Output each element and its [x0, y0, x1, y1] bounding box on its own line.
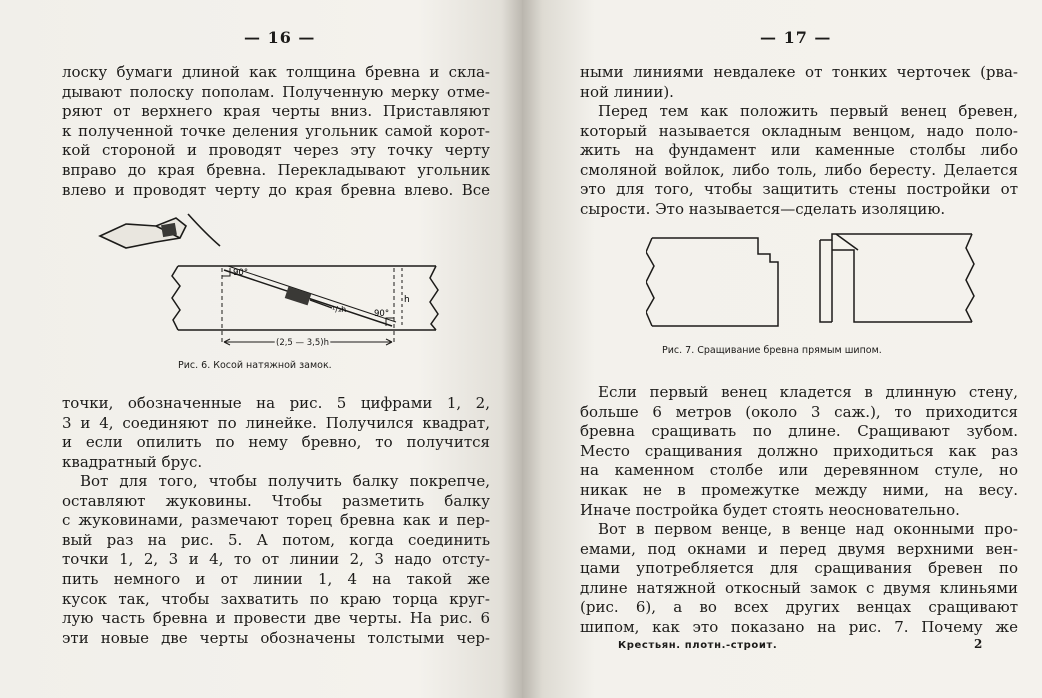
paragraph [62, 472, 490, 648]
angle-label-bottom: 90° [374, 309, 390, 319]
text-line: квадратный брус. [62, 452, 203, 471]
text-line: лоску бумаги длиной как толщина бревна и скла- [62, 63, 490, 81]
angle-label-top: 90° [233, 268, 249, 278]
text-line: оставляют жуковины. Чтобы разметить балку [62, 491, 490, 510]
figure-6-diagram [96, 206, 466, 354]
text-line: длине натяжной откосный замок с двумя клиньями [580, 578, 1018, 597]
footer-sheet-number: 2 [974, 637, 983, 651]
wedge-label: ¹/₃h [332, 305, 347, 314]
figure-7-caption: Рис. 7. Сращивание бревна прямым шипом. [662, 345, 882, 356]
text-line: емами, под окнами и перед двумя верхними вен- [580, 539, 1018, 558]
text-line: Место сращивания должно приходиться как раз [580, 441, 1018, 460]
text-line: жить на фундамент или каменные столбы либо [580, 141, 1018, 160]
text-line: ряют от верхнего края черты вниз. Приставляют [62, 102, 490, 121]
footer-signature: Крестьян. плотн.-строит. [618, 640, 778, 651]
paragraph [580, 520, 1018, 638]
text-line: точки, обозначенные на рис. 5 цифрами 1, 2, [62, 394, 490, 412]
paragraph [62, 63, 490, 200]
text-line: лую часть бревна и провести две черты. На рис. 6 [62, 609, 490, 628]
text-line: вправо до края бревна. Перекладывают угольник [62, 160, 490, 179]
figure-7-diagram [646, 228, 1002, 340]
figure-6-caption: Рис. 6. Косой натяжной замок. [178, 360, 332, 371]
text-line: цами употребляется для сращивания бревен по [580, 559, 1018, 578]
text-line: точки 1, 2, 3 и 4, то от линии 2, 3 надо отсту- [62, 550, 490, 569]
paragraph [62, 394, 490, 472]
axe-sketch [100, 214, 220, 248]
text-line: который называется окладным венцом, надо поло- [580, 121, 1018, 140]
page-number: — 16 — [244, 28, 316, 47]
paragraph [580, 102, 1018, 220]
right-page [522, 0, 1042, 698]
text-line: кой стороной и проводят через эту точку черту [62, 141, 490, 160]
text-line: (рис. 6), а во всех других венцах сращивают [580, 598, 1018, 617]
text-line: влево и проводят черту до края бревна влево. Все [62, 180, 490, 199]
text-line: Перед тем как положить первый венец бревен, [598, 102, 1018, 120]
text-line: с жуковинами, размечают торец бревна как и пер- [62, 511, 490, 530]
text-line: ной линии). [580, 82, 674, 101]
paragraph [580, 383, 1018, 520]
text-line: ными линиями невдалеке от тонких черточек (рва- [580, 63, 1018, 81]
text-line: Вот для того, чтобы получить балку покрепче, [80, 472, 490, 490]
text-line: смоляной войлок, либо толь, либо бересту. Делается [580, 160, 1018, 179]
paragraph [580, 63, 1018, 102]
text-line: вый раз на рис. 5. А потом, когда соединить [62, 530, 490, 549]
text-line: сырости. Это называется—сделать изоляцию. [580, 199, 946, 218]
text-line: бревна сращивать по длине. Сращивают зубом. [580, 422, 1018, 441]
wedge [285, 287, 332, 308]
text-line: пить немного и от линии 1, 4 на такой же [62, 569, 490, 588]
text-line: шипом, как это показано на рис. 7. Почему же [580, 617, 1018, 636]
text-line: на каменном столбе или деревянном стуле, но [580, 461, 1018, 480]
text-line: Если первый венец кладется в длинную стену, [598, 383, 1018, 401]
text-line: 3 и 4, соединяют по линейке. Получился квадрат, [62, 413, 490, 432]
height-label: h [404, 295, 410, 305]
text-line: к полученной точке деления угольник самой корот- [62, 121, 490, 140]
text-line: Вот в первом венце, в венце над оконными про- [598, 520, 1018, 538]
text-line: Иначе постройка будет стоять неосновательно. [580, 500, 960, 519]
text-line: никак не в промежутке между ними, на весу. [580, 480, 1018, 499]
page-number: — 17 — [760, 28, 832, 47]
text-line: эти новые две черты обозначены толстыми чер- [62, 628, 490, 647]
text-line: кусок так, чтобы захватить по краю торца круг- [62, 589, 490, 608]
text-line: это для того, чтобы защитить стены постройки от [580, 180, 1018, 199]
text-line: и если опилить по нему бревно, то получится [62, 433, 490, 452]
text-line: дывают полоску пополам. Полученную мерку отме- [62, 82, 490, 101]
dimension-label: (2,5 — 3,5)h [276, 338, 329, 348]
text-line: больше 6 метров (около 3 саж.), то приходится [580, 402, 1018, 421]
